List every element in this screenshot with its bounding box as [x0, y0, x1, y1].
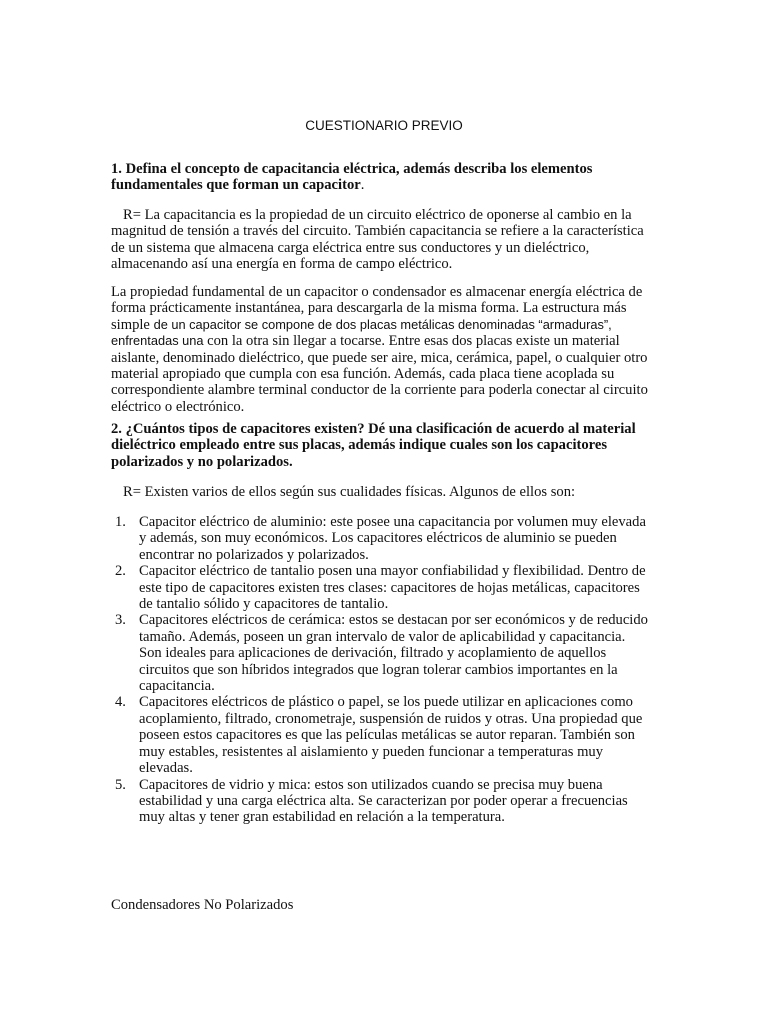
- question-1-period: .: [360, 177, 365, 194]
- list-item-number: 4.: [115, 694, 126, 711]
- answer-2-part-c: con la otra sin llegar a tocarse. Entre esas dos placas existe un material aislante, denominado dieléctrico, que puede ser aire, mica, cerámica, papel, o cualquier otro material apropiado que cumpla con esa función. Además, cada placa tiene acoplada su correspondiente alambre terminal conductor de la corriente para poderla conectar al circuito eléctrico o electrónico.: [111, 333, 648, 415]
- question-2: [111, 421, 651, 470]
- list-item-text: Capacitor eléctrico de tantalio posen una mayor confiabilidad y flexibilidad. Dentro de este tipo de capacitores existen tres clases: capacitores de hojas metálicas, capacitores de tantalio sólido y capacitores de tantalio.: [139, 563, 646, 613]
- list-item-text: Capacitores eléctricos de plástico o papel, se los puede utilizar en aplicaciones como acoplamiento, filtrado, cronometraje, suspensión de ruidos y otras. Una propiedad que poseen estos capacitores es que las películas metálicas se autor reparan. También son muy estables, resistentes al aislamiento y pueden funcionar a temperaturas muy elevadas.: [139, 694, 643, 777]
- list-item-text: Capacitores de vidrio y mica: estos son utilizados cuando se precisa muy buena estabilidad y una carga eléctrica alta. Se caracterizan por poder operar a frecuencias muy altas y tener gran estabilidad en relación a la temperatura.: [139, 776, 628, 826]
- section-heading: Condensadores No Polarizados: [111, 897, 294, 913]
- answer-2-part-a: La propiedad fundamental de un capacitor o condensador es almacenar energía eléctrica de forma prácticamente instantánea, para descargarla de la misma forma. La estructura más simple: [111, 284, 643, 333]
- answer-2-part-b: de un capacitor se compone de dos placas metálicas denominadas “armaduras”, enfrentadas una: [111, 316, 612, 349]
- list-item: [111, 777, 651, 826]
- page-title: CUESTIONARIO PREVIO: [305, 118, 463, 133]
- answer-2-intro-block: [111, 484, 651, 500]
- list-item: [111, 514, 651, 563]
- answer-2-intro: R= Existen varios de ellos según sus cualidades físicas. Algunos de ellos son:: [123, 484, 576, 500]
- question-1: [111, 161, 651, 194]
- list-item: [111, 694, 651, 776]
- list-item-text: Capacitor eléctrico de aluminio: este posee una capacitancia por volumen muy elevada y además, son muy económicos. Los capacitores eléctricos de aluminio se pueden encontrar no polarizados y polarizados.: [139, 514, 646, 563]
- list-item-number: 1.: [115, 514, 126, 530]
- answer-1-paragraph-1: [111, 207, 651, 273]
- section-heading-block: [111, 897, 651, 913]
- list-item-text: Capacitores eléctricos de cerámica: estos se destacan por ser económicos y de reducido tamaño. Además, poseen un gran intervalo de valor de aplicabilidad y capacitancia. Son ideales para aplicaciones de derivación, filtrado y acoplamiento de aquellos circuitos que son híbridos integrados que logran tolerar cambios importantes en la capacitancia.: [139, 612, 648, 695]
- list-item-number: 3.: [115, 612, 126, 629]
- question-2-text: 2. ¿Cuántos tipos de capacitores existen? Dé una clasificación de acuerdo al material dieléctrico empleado entre sus placas, además indique cuales son los capacitores polarizados y no polarizados.: [111, 421, 636, 470]
- list-item: [111, 612, 651, 694]
- capacitor-types-list: [111, 514, 651, 826]
- question-1-text: 1. Defina el concepto de capacitancia eléctrica, además describa los elementos fundamentales que forman un capacitor: [111, 161, 593, 194]
- answer-1-paragraph-2: [111, 284, 651, 415]
- list-item-number: 5.: [115, 776, 126, 793]
- list-item: [111, 563, 651, 612]
- answer-1-text: R= La capacitancia es la propiedad de un circuito eléctrico de oponerse al cambio en la magnitud de tensión a través del circuito. También capacitancia se refiere a la característica de un sistema que almacena carga eléctrica entre sus conductores y un dieléctrico, almacenando así una energía en forma de campo eléctrico.: [111, 207, 644, 273]
- list-item-number: 2.: [115, 563, 126, 580]
